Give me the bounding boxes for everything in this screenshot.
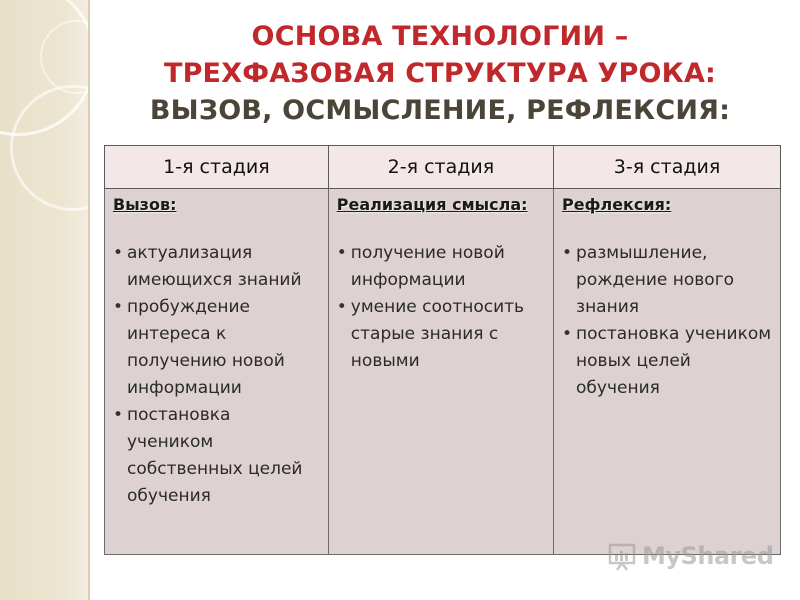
title-line-3: ВЫЗОВ, ОСМЫСЛЕНИЕ, РЕФЛЕКСИЯ:: [149, 95, 731, 126]
myshared-watermark: [608, 538, 773, 574]
list-item: • актуализация имеющихся знаний: [113, 240, 320, 294]
title-line-1: ОСНОВА ТЕХНОЛОГИИ –: [251, 21, 629, 52]
list-item: • умение соотносить старые знания с новыми: [337, 294, 545, 375]
list-item: • пробуждение интереса к получению новой информации: [113, 294, 320, 402]
stage-1-cell: [105, 189, 329, 555]
list-item: • размышление, рождение нового знания: [562, 240, 772, 321]
list-item: • постановка учеником новых целей обучения: [562, 321, 772, 402]
stage-2-list: [337, 240, 545, 375]
stage-3-heading: Рефлексия:: [562, 195, 672, 214]
header-stage-1: 1-я стадия: [105, 146, 329, 189]
strip-divider: [88, 0, 90, 600]
decorative-side-strip: [0, 0, 90, 600]
stage-3-list: [562, 240, 772, 402]
header-stage-3: 3-я стадия: [554, 146, 781, 189]
stage-2-cell: [328, 189, 553, 555]
title-line-2: ТРЕХФАЗОВАЯ СТРУКТУРА УРОКА:: [163, 58, 717, 89]
stage-1-heading: Вызов:: [113, 195, 177, 214]
header-stage-2: 2-я стадия: [328, 146, 553, 189]
list-item: • постановка учеником собственных целей обучения: [113, 402, 320, 510]
stage-1-list: [113, 240, 320, 510]
table-header-row: [105, 146, 781, 189]
myshared-logo-icon: [608, 541, 638, 571]
list-item: • получение новой информации: [337, 240, 545, 294]
stage-3-cell: [554, 189, 781, 555]
stages-table: [104, 145, 781, 555]
table-row: [105, 189, 781, 555]
watermark-text: MyShared: [642, 542, 774, 570]
stage-2-heading: Реализация смысла:: [336, 195, 528, 214]
slide-title: [100, 18, 780, 129]
